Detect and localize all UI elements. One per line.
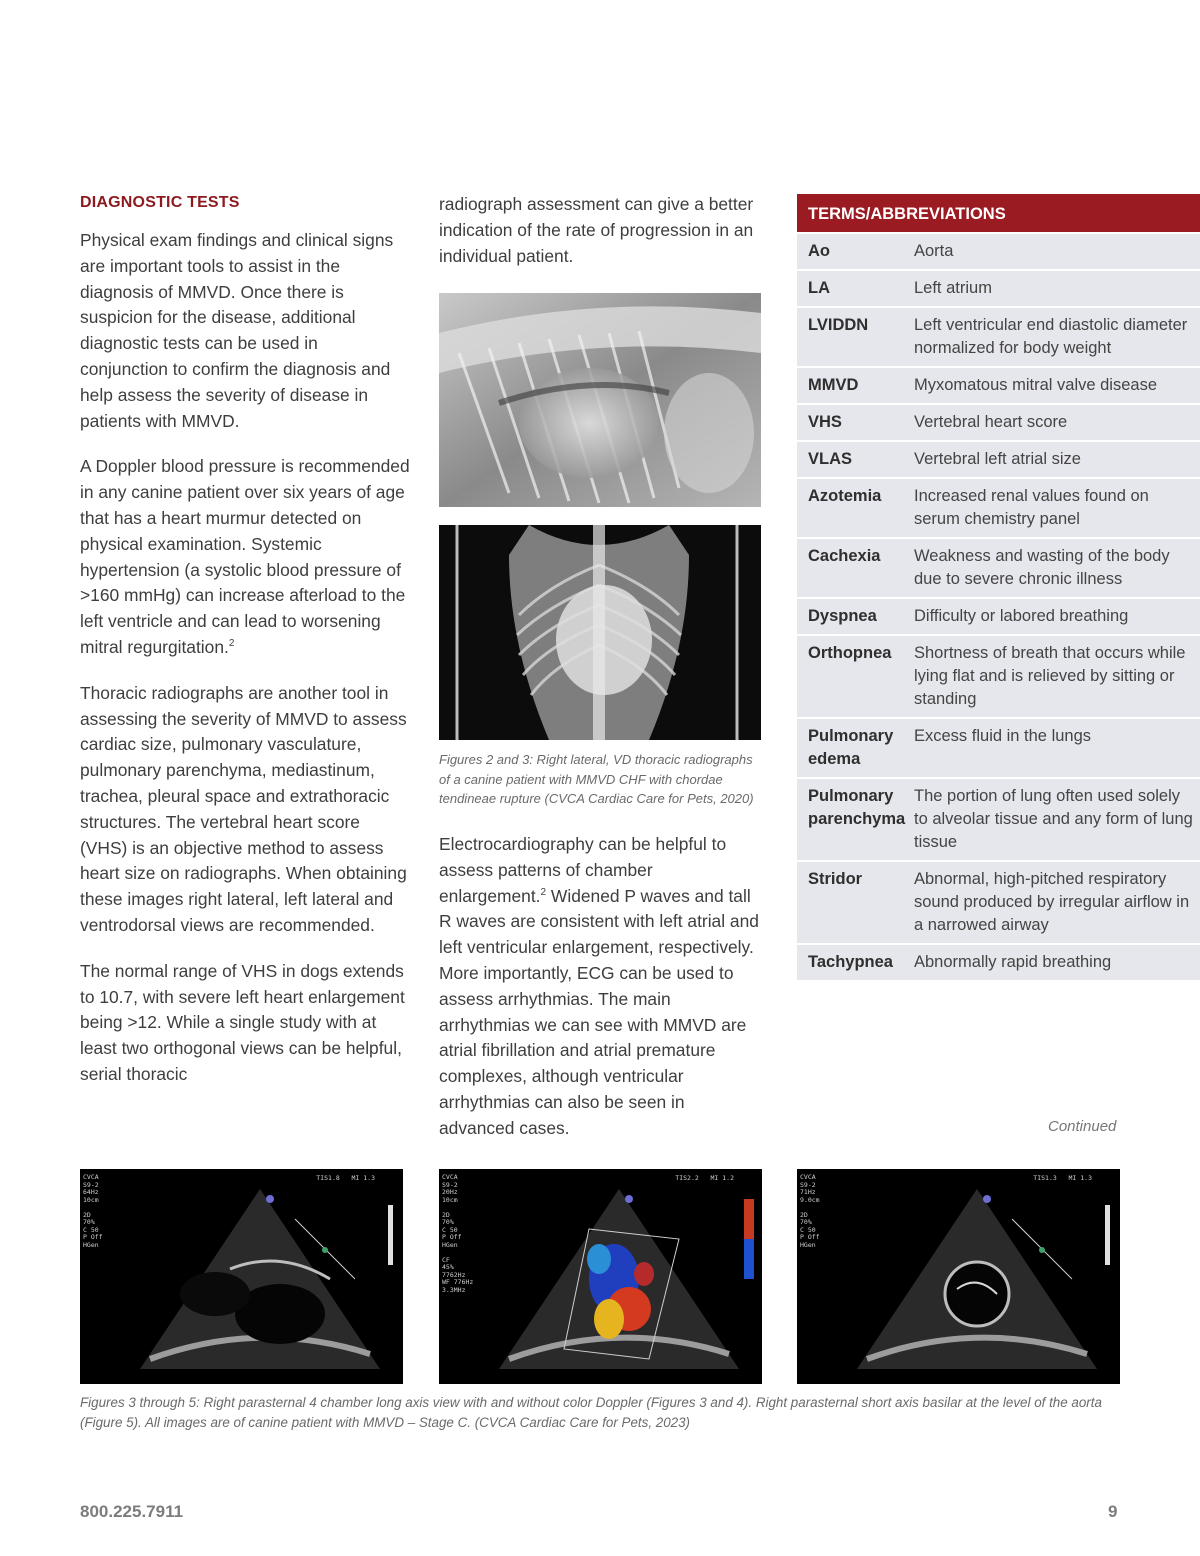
ultrasound-figure-4 xyxy=(439,1169,762,1384)
term-definition: Abnormal, high-pitched respiratory sound produced by irregular airflow in a narrowed airway xyxy=(914,870,1190,934)
term-name: Stridor xyxy=(808,870,863,888)
term-name: VLAS xyxy=(808,450,853,468)
footer-phone-number: 800.225.7911 xyxy=(80,1502,184,1521)
section-heading: DIAGNOSTIC TESTS xyxy=(80,194,240,211)
middle-column-top xyxy=(439,192,761,289)
term-name: LA xyxy=(808,279,830,297)
figures-3-5-caption: Figures 3 through 5: Right parasternal 4 chamber long axis view with and without color Doppler (Figures 3 and 4). Right parasternal short axis basilar at the level of the aorta (Figure 5). All images are of canine patient with MMVD – Stage C. (CVCA Cardiac Care for Pets, 2023) xyxy=(80,1395,1102,1430)
terms-table-row xyxy=(797,269,1200,306)
term-definition: Aorta xyxy=(914,242,954,260)
terms-table-row xyxy=(797,537,1200,597)
term-definition: Excess fluid in the lungs xyxy=(914,727,1092,745)
middle-column-bottom xyxy=(439,832,761,1162)
term-definition: Vertebral heart score xyxy=(914,413,1068,431)
ultrasound-settings-label: CVCA S9-2 71Hz 9.0cm 2D 70% C 50 P Off HGen xyxy=(800,1173,820,1249)
terms-table-row xyxy=(797,597,1200,634)
term-name: Pulmonary edema xyxy=(808,727,894,768)
term-definition: The portion of lung often used solely to alveolar tissue and any form of lung tissue xyxy=(914,787,1193,851)
paragraph-ecg-text-b: Widened P waves and tall R waves are consistent with left atrial and left ventricular enlargement, respectively. More importantly, ECG can be used to assess arrhythmias. The main arrhythmias we can see with MMVD are atrial fibrillation and atrial premature complexes, although ventricular arrhythmias can also be seen in advanced cases. xyxy=(439,885,759,1138)
paragraph-ecg-text-a: Electrocardiography can be helpful to assess patterns of chamber enlargement. xyxy=(439,834,727,906)
term-definition: Left ventricular end diastolic diameter normalized for body weight xyxy=(914,316,1188,357)
paragraph-vhs: The normal range of VHS in dogs extends to 10.7, with severe left heart enlargement being >12. While a single study with at least two orthogonal views can be helpful, serial thoracic xyxy=(80,960,405,1084)
paragraph-radiograph-continued: radiograph assessment can give a better indication of the rate of progression in an individual patient. xyxy=(439,194,754,266)
left-column xyxy=(80,192,410,1108)
paragraph-blood-pressure xyxy=(80,454,410,660)
term-name: LVIDDN xyxy=(808,316,869,334)
term-definition: Vertebral left atrial size xyxy=(914,450,1081,468)
terms-table-row xyxy=(797,634,1200,717)
term-name: Dyspnea xyxy=(808,607,877,625)
terms-table-body xyxy=(797,232,1200,980)
citation-superscript: 2 xyxy=(228,638,235,650)
figures-2-3-caption: Figures 2 and 3: Right lateral, VD thoracic radiographs of a canine patient with MMVD CHF with chordae tendineae rupture (CVCA Cardiac Care for Pets, 2020) xyxy=(439,752,754,806)
term-name: MMVD xyxy=(808,376,859,394)
ultrasound-index-label: TIS2.2 MI 1.2 xyxy=(675,1174,734,1182)
terms-table-row xyxy=(797,232,1200,269)
term-definition: Left atrium xyxy=(914,279,992,297)
terms-table-row xyxy=(797,717,1200,777)
terms-abbreviations-table xyxy=(797,194,1200,980)
term-definition: Difficulty or labored breathing xyxy=(914,607,1129,625)
term-name: Orthopnea xyxy=(808,644,892,662)
paragraph-ecg xyxy=(439,832,761,1142)
term-definition: Abnormally rapid breathing xyxy=(914,953,1112,971)
term-name: VHS xyxy=(808,413,842,431)
terms-table-row xyxy=(797,860,1200,943)
paragraph-radiographs: Thoracic radiographs are another tool in assessing the severity of MMVD to assess cardiac size, pulmonary vasculature, pulmonary parenchyma, mediastinum, trachea, pleural space and extrathoracic structures. The vertebral heart score (VHS) is an objective method to assess heart size on radiographs. When obtaining these images right lateral, left lateral and ventrodorsal views are recommended. xyxy=(80,682,407,935)
terms-table-row xyxy=(797,777,1200,860)
lateral-radiograph-image xyxy=(439,293,761,507)
terms-table-row xyxy=(797,440,1200,477)
term-definition: Increased renal values found on serum chemistry panel xyxy=(914,487,1149,528)
continued-label: Continued xyxy=(1048,1118,1117,1135)
terms-table-row xyxy=(797,943,1200,980)
term-definition: Myxomatous mitral valve disease xyxy=(914,376,1158,394)
term-name: Ao xyxy=(808,242,830,260)
ultrasound-figure-5 xyxy=(797,1169,1120,1384)
ultrasound-index-label: TIS1.8 MI 1.3 xyxy=(316,1174,375,1182)
vd-radiograph-image xyxy=(439,525,761,740)
ultrasound-index-label: TIS1.3 MI 1.3 xyxy=(1033,1174,1092,1182)
paragraph-blood-pressure-text: A Doppler blood pressure is recommended in any canine patient over six years of age that has a heart murmur detected on physical examination. Systemic hypertension (a systolic blood pressure of >160 mmHg) can increase afterload to the left ventricle and can lead to worsening mitral regurgitation. xyxy=(80,456,410,657)
term-definition: Shortness of breath that occurs while lying flat and is relieved by sitting or standing xyxy=(914,644,1186,708)
terms-table-header: TERMS/ABBREVIATIONS xyxy=(797,194,1200,232)
ultrasound-settings-label: CVCA S9-2 20Hz 10cm 2D 70% C 50 P Off HGen CF 45% 7762Hz WF 776Hz 3.3MHz xyxy=(442,1173,474,1294)
term-name: Pulmonary parenchyma xyxy=(808,787,906,828)
paragraph-intro: Physical exam findings and clinical signs are important tools to assist in the diagnosis of MMVD. Once there is suspicion for the disease, additional diagnostic tests can be used in conjunction to confirm the diagnosis and help assess the severity of disease in patients with MMVD. xyxy=(80,230,394,431)
citation-superscript: 2 xyxy=(540,886,547,898)
ultrasound-settings-label: CVCA S9-2 64Hz 10cm 2D 70% C 50 P Off HGen xyxy=(83,1173,103,1249)
terms-table-row xyxy=(797,477,1200,537)
term-name: Azotemia xyxy=(808,487,882,505)
footer-page-number: 9 xyxy=(1108,1502,1118,1521)
terms-table-row xyxy=(797,306,1200,366)
terms-table-row xyxy=(797,403,1200,440)
ultrasound-figure-3 xyxy=(80,1169,403,1384)
term-name: Cachexia xyxy=(808,547,881,565)
term-name: Tachypnea xyxy=(808,953,893,971)
terms-table-row xyxy=(797,366,1200,403)
term-definition: Weakness and wasting of the body due to severe chronic illness xyxy=(914,547,1170,588)
